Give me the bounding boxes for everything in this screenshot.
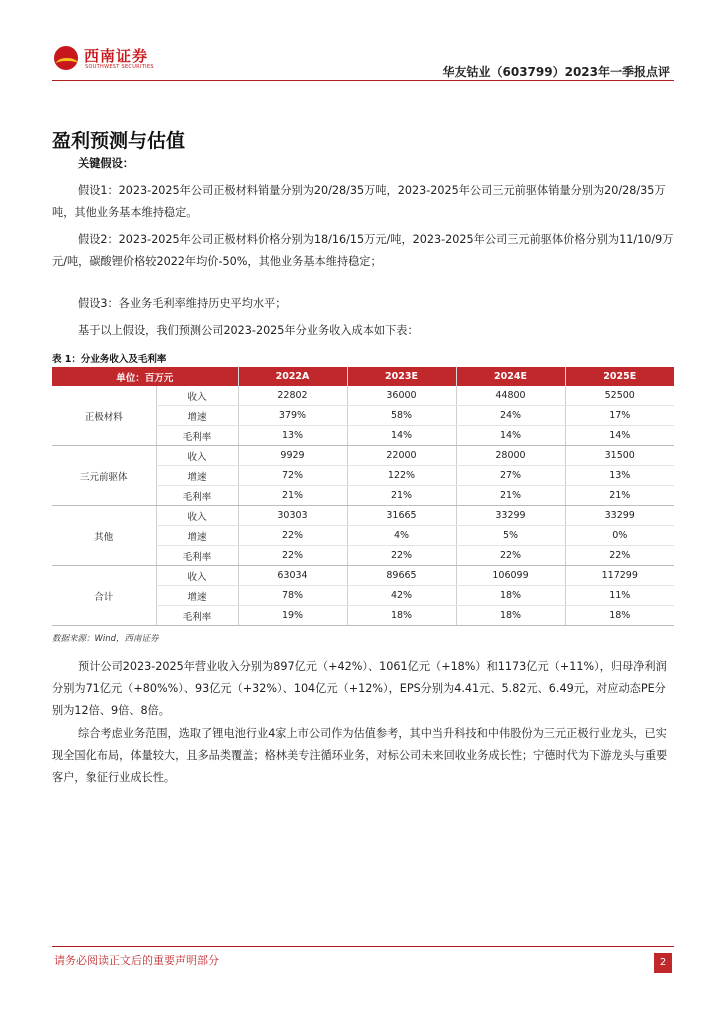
value-cell: 36000 (347, 386, 456, 406)
valuation-paragraph: 综合考虑业务范围，选取了锂电池行业4家上市公司作为估值参考，其中当升科技和中伟股份为三元正极行业龙头，已实现全国化布局，体量较大，且多品类覆盖；格林美专注循环业务，对标公司未来回收业务成长性；宁德时代为下游龙头与重要客户，象征行业成长性。 (52, 727, 668, 784)
page-number: 2 (654, 953, 672, 973)
segment-name: 合计 (52, 566, 156, 626)
metric-name: 毛利率 (156, 606, 238, 626)
table-header-row (52, 367, 674, 386)
logo-text-cn: 西南证券 (84, 47, 149, 65)
value-cell: 11% (565, 586, 674, 606)
table-row (52, 386, 674, 406)
segment-name: 其他 (52, 506, 156, 566)
value-cell: 33299 (565, 506, 674, 526)
year-header: 2024E (456, 367, 565, 386)
value-cell: 44800 (456, 386, 565, 406)
year-header: 2025E (565, 367, 674, 386)
value-cell: 22% (238, 546, 347, 566)
value-cell: 122% (347, 466, 456, 486)
value-cell: 4% (347, 526, 456, 546)
value-cell: 17% (565, 406, 674, 426)
value-cell: 14% (565, 426, 674, 446)
metric-name: 收入 (156, 386, 238, 406)
table-caption: 表 1：分业务收入及毛利率 (52, 354, 167, 365)
value-cell: 28000 (456, 446, 565, 466)
value-cell: 5% (456, 526, 565, 546)
assumption-3: 假设3：各业务毛利率维持历史平均水平； (78, 297, 287, 310)
logo-text-en: SOUTHWEST SECURITIES (85, 64, 154, 70)
value-cell: 89665 (347, 566, 456, 586)
footer-divider (52, 946, 674, 947)
value-cell: 9929 (238, 446, 347, 466)
section-title: 盈利预测与估值 (52, 130, 186, 152)
value-cell: 63034 (238, 566, 347, 586)
value-cell: 42% (347, 586, 456, 606)
value-cell: 52500 (565, 386, 674, 406)
value-cell: 30303 (238, 506, 347, 526)
segment-name: 正极材料 (52, 386, 156, 446)
value-cell: 27% (456, 466, 565, 486)
year-header: 2023E (347, 367, 456, 386)
value-cell: 13% (565, 466, 674, 486)
value-cell: 18% (565, 606, 674, 626)
metric-name: 增速 (156, 406, 238, 426)
table-row (52, 566, 674, 586)
value-cell: 21% (565, 486, 674, 506)
value-cell: 14% (456, 426, 565, 446)
metric-name: 毛利率 (156, 546, 238, 566)
metric-name: 毛利率 (156, 426, 238, 446)
value-cell: 22% (347, 546, 456, 566)
metric-name: 收入 (156, 566, 238, 586)
metric-name: 收入 (156, 446, 238, 466)
metric-name: 增速 (156, 466, 238, 486)
metric-name: 毛利率 (156, 486, 238, 506)
value-cell: 22% (238, 526, 347, 546)
value-cell: 18% (456, 606, 565, 626)
metric-name: 增速 (156, 526, 238, 546)
value-cell: 14% (347, 426, 456, 446)
value-cell: 22000 (347, 446, 456, 466)
segment-name: 三元前驱体 (52, 446, 156, 506)
value-cell: 13% (238, 426, 347, 446)
logo-mark-icon (54, 46, 78, 70)
report-title: 华友钴业（603799）2023年一季报点评 (442, 65, 670, 79)
value-cell: 22% (456, 546, 565, 566)
value-cell: 379% (238, 406, 347, 426)
year-header: 2022A (238, 367, 347, 386)
value-cell: 22% (565, 546, 674, 566)
value-cell: 22802 (238, 386, 347, 406)
metric-name: 收入 (156, 506, 238, 526)
business-revenue-table (52, 367, 674, 626)
value-cell: 24% (456, 406, 565, 426)
metric-name: 增速 (156, 586, 238, 606)
unit-header: 单位：百万元 (52, 367, 238, 386)
footer-disclaimer: 请务必阅读正文后的重要声明部分 (54, 954, 219, 967)
value-cell: 58% (347, 406, 456, 426)
assumption-1: 假设1：2023-2025年公司正极材料销量分别为20/28/35万吨，2023-2025年公司三元前驱体销量分别为20/28/35万吨，其他业务基本维持稳定。 (52, 184, 666, 219)
header-divider (52, 80, 674, 81)
value-cell: 18% (456, 586, 565, 606)
value-cell: 21% (238, 486, 347, 506)
company-logo (54, 44, 174, 76)
value-cell: 21% (347, 486, 456, 506)
value-cell: 0% (565, 526, 674, 546)
table-source: 数据来源：Wind，西南证券 (52, 634, 159, 644)
table-row (52, 446, 674, 466)
value-cell: 31500 (565, 446, 674, 466)
value-cell: 31665 (347, 506, 456, 526)
value-cell: 117299 (565, 566, 674, 586)
value-cell: 72% (238, 466, 347, 486)
table-intro: 基于以上假设，我们预测公司2023-2025年分业务收入成本如下表： (78, 324, 419, 337)
table-row (52, 506, 674, 526)
key-assumptions-label: 关键假设： (78, 157, 134, 170)
assumption-2: 假设2：2023-2025年公司正极材料价格分别为18/16/15万元/吨，2023-2025年公司三元前驱体价格分别为11/10/9万元/吨，碳酸锂价格较2022年均价-50%，其他业务基本维持稳定； (52, 233, 674, 268)
forecast-paragraph: 预计公司2023-2025年营业收入分别为897亿元（+42%）、1061亿元（+18%）和1173亿元（+11%），归母净利润分别为71亿元（+80%%）、93亿元（+32%）、104亿元（+12%），EPS分别为4.41元、5.82元、6.49元，对应动态PE分别为12倍、9倍、8倍。 (52, 660, 667, 717)
value-cell: 33299 (456, 506, 565, 526)
value-cell: 106099 (456, 566, 565, 586)
value-cell: 21% (456, 486, 565, 506)
value-cell: 78% (238, 586, 347, 606)
value-cell: 18% (347, 606, 456, 626)
value-cell: 19% (238, 606, 347, 626)
